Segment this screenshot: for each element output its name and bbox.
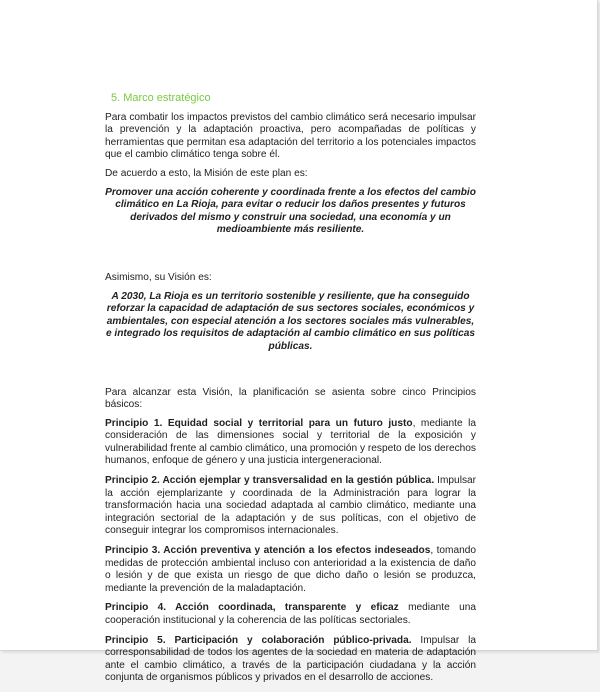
principles-lead: Para alcanzar esta Visión, la planificación se asienta sobre cinco Principios básicos: bbox=[105, 386, 476, 411]
principle-body: mediante una cooperación institucional y la coherencia de las políticas sectoriales. bbox=[105, 602, 476, 626]
principle-3 bbox=[105, 545, 476, 595]
page-content bbox=[105, 92, 476, 692]
principle-title: Principio 5. Participación y colaboración público-privada. bbox=[105, 634, 412, 646]
vision-lead: Asimismo, su Visión es: bbox=[105, 271, 212, 283]
vision-statement: A 2030, La Rioja es un territorio sostenible y resiliente, que ha conseguido reforzar la capacidad de adaptación de sus sectores sociales, económicos y ambientales, con especial atención a los sectores sociales más vulnerables, e integrado los requisitos de adaptación al cambio climático en sus políticas públicas. bbox=[105, 290, 476, 352]
intro-paragraph: Para combatir los impactos previstos del cambio climático será necesario impulsar la prevención y la adaptación proactiva, pero acompañadas de políticas y herramientas que permitan esa adaptación del territorio a los potenciales impactos que el cambio climático tenga sobre él. bbox=[105, 111, 476, 161]
principle-body: Impulsar la acción ejemplarizante y coordinada de la Administración para lograr la transformación hacia una sociedad adaptada al cambio climático, mediante una integración sectorial de la adaptación y de sus políticas, con el objetivo de conseguir integrar los compromisos internacionales. bbox=[105, 475, 477, 537]
principle-title: Principio 1. Equidad social y territorial para un futuro justo bbox=[105, 417, 413, 429]
principle-1 bbox=[105, 418, 476, 468]
principle-body: Impulsar la corresponsabilidad de todos los agentes de la sociedad en materia de adaptación ante el cambio climático, a través de la participación ciudadana y la acción conjunta de organismos públicos y privados en el desarrollo de acciones. bbox=[105, 634, 476, 684]
principle-title: Principio 2. Acción ejemplar y transversalidad en la gestión pública. bbox=[105, 475, 435, 487]
section-title: Marco estratégico bbox=[123, 92, 211, 104]
principle-title: Principio 3. Acción preventiva y atención a los efectos indeseados bbox=[105, 545, 431, 557]
mision-statement: Promover una acción coherente y coordinada frente a los efectos del cambio climático en La Rioja, para evitar o reducir los daños presentes y futuros derivados del mismo y construir una sociedad, una economía y un medioambiente más resiliente. bbox=[105, 186, 476, 236]
principle-2 bbox=[105, 475, 476, 538]
principle-5 bbox=[105, 635, 476, 685]
principle-title: Principio 4. Acción coordinada, transparente y eficaz bbox=[105, 602, 399, 614]
section-heading bbox=[111, 92, 476, 105]
principle-body: , mediante la consideración de las dimensiones social y territorial de la exposición y vulnerabilidad frente al cambio climático, una promoción y respeto de los derechos humanos, enfoque de género y una justicia intergeneracional. bbox=[105, 417, 476, 467]
mision-lead: De acuerdo a esto, la Misión de este plan es: bbox=[105, 167, 308, 179]
principle-body: , tomando medidas de protección ambiental incluso con anterioridad a la existencia de daño o lesión y de que exista un riesgo de que dicho daño o lesión se produzca, mediante la prevención de la maladaptación. bbox=[105, 545, 477, 594]
principle-4 bbox=[105, 602, 476, 627]
section-number: 5. bbox=[111, 92, 121, 104]
